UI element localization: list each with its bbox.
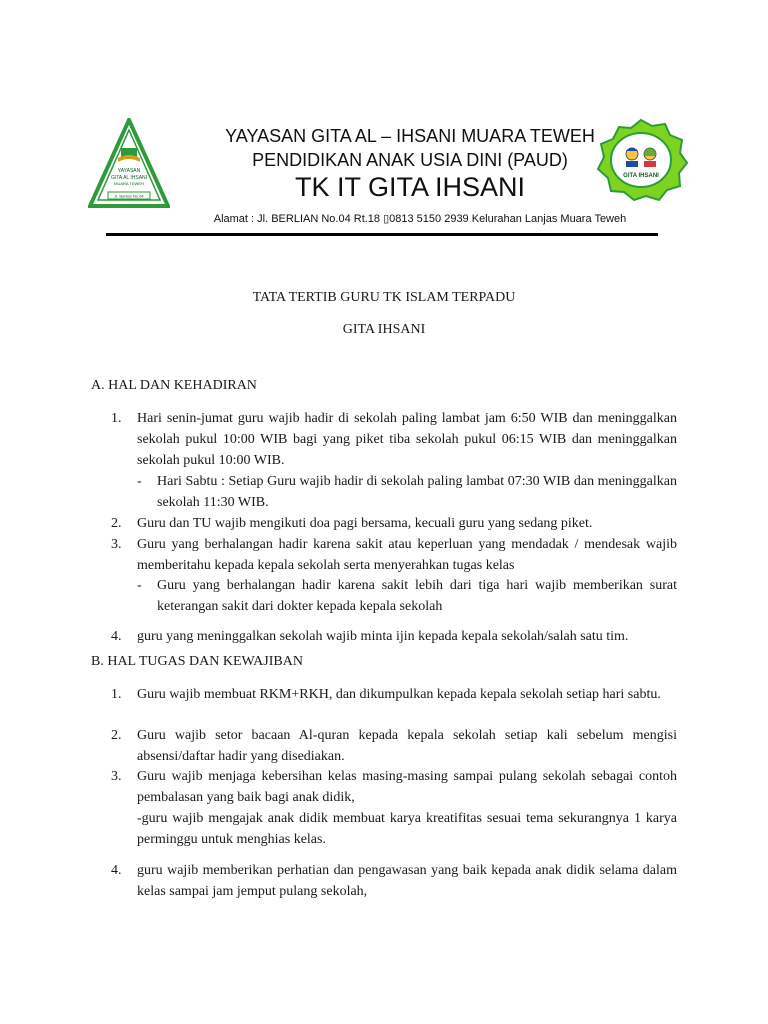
document-title: TATA TERTIB GURU TK ISLAM TERPADU xyxy=(252,290,516,305)
letterhead-address: Alamat : Jl. BERLIAN No.04 Rt.18 ▯0813 5150 2939 Kelurahan Lanjas Muara Teweh xyxy=(213,213,627,225)
section-a-item-1 xyxy=(111,408,677,471)
item-number: 1. xyxy=(111,411,122,426)
letterhead-program: PENDIDIKAN ANAK USIA DINI (PAUD) xyxy=(252,150,568,170)
item-number: 4. xyxy=(111,629,122,644)
section-b-item-3 xyxy=(111,766,677,808)
section-b-item-2 xyxy=(111,725,677,767)
letterhead-divider xyxy=(106,233,658,236)
section-a-item-2 xyxy=(111,513,677,534)
logo-right-text: GITA IHSANI xyxy=(623,173,659,179)
section-a-heading: A. HAL DAN KEHADIRAN xyxy=(91,378,257,393)
item-number: 4. xyxy=(111,863,122,878)
item-number: 2. xyxy=(111,728,122,743)
item-text: Hari senin-jumat guru wajib hadir di sekolah paling lambat jam 6:50 WIB dan meninggalkan sekolah pukul 10:00 WIB bagi yang piket tiba sekolah pukul 06:15 WIB dan meninggalkan sekolah pukul 10:00 WIB. xyxy=(137,411,677,468)
item-number: 2. xyxy=(111,516,122,531)
sub-text: Guru yang berhalangan hadir karena sakit lebih dari tiga hari wajib memberikan surat keterangan sakit dari dokter kepada kepala sekolah xyxy=(157,578,677,614)
section-b-item-3-extra: -guru wajib mengajak anak didik membuat karya kreatifitas sesuai tema sekurangnya 1 karya perminggu untuk menghias kelas. xyxy=(137,811,677,847)
sub-dash: - xyxy=(137,474,142,489)
sub-dash: - xyxy=(137,578,142,593)
logo-left-text-2: GITA AL IHSANI xyxy=(110,175,148,181)
document-subtitle: GITA IHSANI xyxy=(342,322,426,337)
sub-text: Hari Sabtu : Setiap Guru wajib hadir di sekolah paling lambat 07:30 WIB dan meninggalkan sekolah 11:30 WIB. xyxy=(157,474,677,510)
section-a-item-4 xyxy=(111,626,677,647)
section-a-item-3 xyxy=(111,534,677,576)
item-text: guru wajib memberikan perhatian dan pengawasan yang baik kepada anak didik selama dalam kelas sampai jam jemput pulang sekolah, xyxy=(137,863,677,899)
item-text: guru yang meninggalkan sekolah wajib minta ijin kepada kepala sekolah/salah satu tim. xyxy=(137,629,629,644)
letterhead-school-name: TK IT GITA IHSANI xyxy=(294,172,526,202)
item-number: 1. xyxy=(111,687,122,702)
item-text: Guru wajib setor bacaan Al-quran kepada kepala sekolah setiap kali sebelum mengisi absensi/daftar hadir yang disediakan. xyxy=(137,728,677,764)
logo-left-text-4: Jl. Berlian No.04 xyxy=(114,193,144,199)
section-b-item-1 xyxy=(111,684,677,705)
section-a-item-1-sub xyxy=(137,471,677,513)
item-text: Guru yang berhalangan hadir karena sakit atau keperluan yang mendadak / mendesak wajib memberitahu kepada kepala sekolah serta menyerahkan tugas kelas xyxy=(137,537,677,573)
item-number: 3. xyxy=(111,769,122,784)
section-b-heading: B. HAL TUGAS DAN KEWAJIBAN xyxy=(91,654,303,669)
item-number: 3. xyxy=(111,537,122,552)
item-text: Guru wajib menjaga kebersihan kelas masing-masing sampai pulang sekolah sebagai contoh pembalasan yang baik bagi anak didik, xyxy=(137,769,677,805)
item-text: Guru wajib membuat RKM+RKH, dan dikumpulkan kepada kepala sekolah setiap hari sabtu. xyxy=(137,687,661,702)
letterhead-foundation: YAYASAN GITA AL – IHSANI MUARA TEWEH xyxy=(225,126,595,146)
section-b-item-4 xyxy=(111,860,677,902)
item-text: Guru dan TU wajib mengikuti doa pagi bersama, kecuali guru yang sedang piket. xyxy=(137,516,593,531)
logo-left-text-1: YAYASAN xyxy=(117,168,141,174)
section-a-item-3-sub xyxy=(137,575,677,617)
logo-left-text-3: MUARA TEWEH xyxy=(114,181,144,186)
